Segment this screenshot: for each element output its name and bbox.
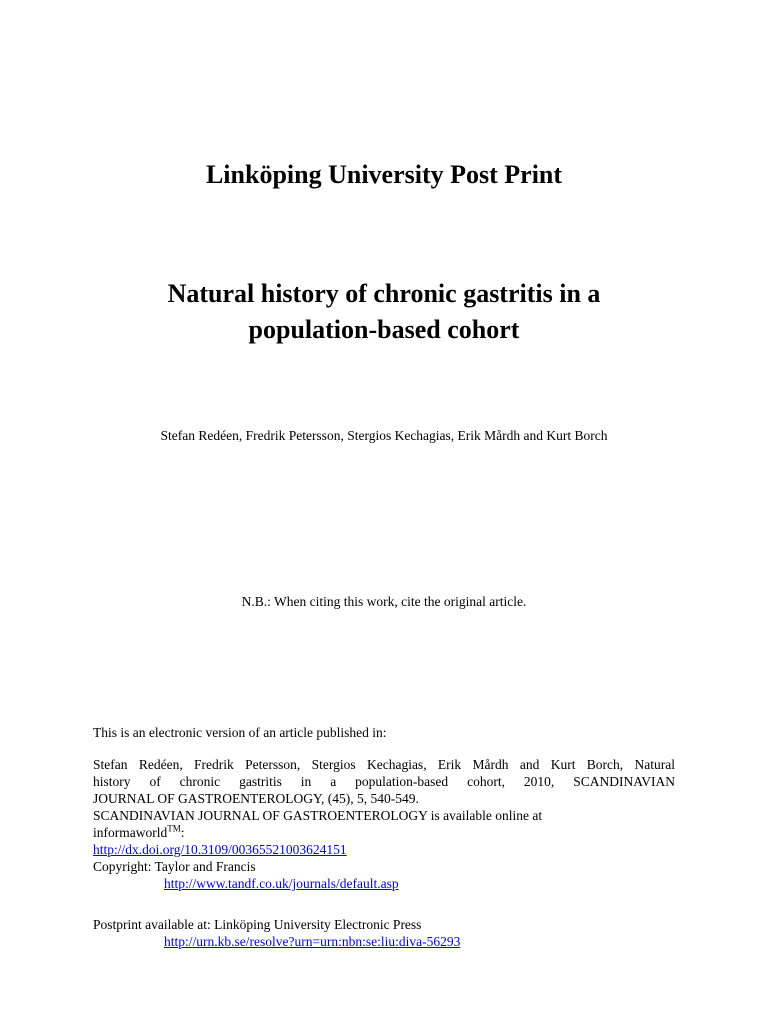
authors: Stefan Redéen, Fredrik Petersson, Stergios Kechagias, Erik Mårdh and Kurt Borch [160, 428, 608, 443]
informaworld-text: informaworld [93, 825, 168, 840]
publication-intro: This is an electronic version of an article published in: [93, 725, 387, 740]
informaworld-line [93, 824, 675, 841]
postprint-block [93, 916, 675, 950]
availability-line: SCANDINAVIAN JOURNAL OF GASTROENTEROLOGY is available online at [93, 808, 543, 823]
postprint-label: Postprint available at: Linköping University Electronic Press [93, 917, 422, 932]
article-title [0, 276, 768, 348]
citation-note: N.B.: When citing this work, cite the original article. [241, 594, 527, 609]
page-title: Linköping University Post Print [205, 160, 563, 189]
citation-line-3: JOURNAL OF GASTROENTEROLOGY, (45), 5, 540-549. [93, 791, 419, 806]
copyright: Copyright: Taylor and Francis [93, 859, 256, 874]
postprint-link[interactable]: http://urn.kb.se/resolve?urn=urn:nbn:se:liu:diva-56293 [164, 934, 461, 949]
article-title-line-2: population-based cohort [248, 315, 520, 344]
postprint-line [93, 933, 675, 950]
doi-link[interactable]: http://dx.doi.org/10.3109/00365521003624151 [93, 842, 347, 857]
tandf-link[interactable]: http://www.tandf.co.uk/journals/default.asp [164, 876, 399, 891]
publication-citation [93, 756, 675, 892]
informaworld-colon: : [180, 825, 185, 840]
citation-line-2: history of chronic gastritis in a population-based cohort, 2010, SCANDINAVIAN [93, 774, 675, 789]
citation-line-1: Stefan Redéen, Fredrik Petersson, Stergios Kechagias, Erik Mårdh and Kurt Borch, Natural [93, 757, 675, 772]
doi-line [93, 841, 675, 858]
article-title-line-1: Natural history of chronic gastritis in a [167, 279, 601, 308]
trademark: TM [167, 823, 181, 834]
tandf-line [93, 875, 675, 892]
